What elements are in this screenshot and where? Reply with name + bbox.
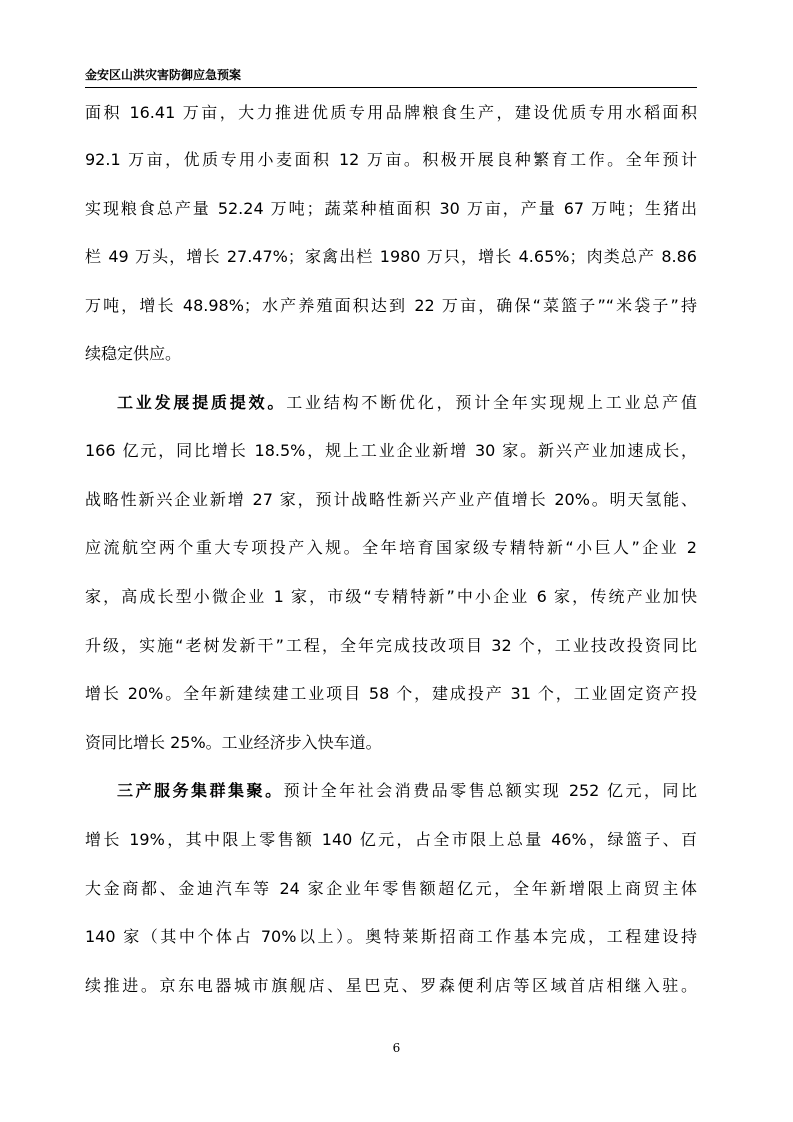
paragraph-heading: 三产服务集群集聚。 bbox=[117, 781, 284, 800]
paragraph-heading: 工业发展提质提效。 bbox=[117, 393, 287, 412]
text-line: 140 家（其中个体占 70%以上）。奥特莱斯招商工作基本完成，工程建设持 bbox=[85, 927, 697, 946]
text-line: 续推进。京东电器城市旗舰店、星巴克、罗森便利店等区域首店相继入驻。 bbox=[85, 976, 697, 995]
text-line: 战略性新兴企业新增 27 家，预计战略性新兴产业产值增长 20%。明天氢能、 bbox=[85, 490, 697, 509]
text-line: 续稳定供应。 bbox=[85, 344, 182, 363]
text-line: 实现粮食总产量 52.24 万吨；蔬菜种植面积 30 万亩，产量 67 万吨；生猪出 bbox=[85, 199, 697, 218]
text-line: 应流航空两个重大专项投产入规。全年培育国家级专精特新“小巨人”企业 2 bbox=[85, 538, 697, 557]
text-line bbox=[117, 781, 697, 801]
text-line: 面积 16.41 万亩，大力推进优质专用品牌粮食生产，建设优质专用水稻面积 bbox=[85, 103, 697, 122]
text-line: 大金商都、金迪汽车等 24 家企业年零售额超亿元，全年新增限上商贸主体 bbox=[85, 879, 697, 898]
text-line: 家，高成长型小微企业 1 家，市级“专精特新”中小企业 6 家，传统产业加快 bbox=[85, 587, 697, 606]
text-line: 增长 19%，其中限上零售额 140 亿元，占全市限上总量 46%，绿篮子、百 bbox=[85, 830, 697, 849]
text-run: 工业结构不断优化，预计全年实现规上工业总产值 bbox=[286, 393, 697, 412]
header-divider bbox=[85, 87, 697, 88]
text-line: 升级，实施“老树发新干”工程，全年完成技改项目 32 个，工业技改投资同比 bbox=[85, 636, 697, 655]
text-run: 预计全年社会消费品零售总额实现 252 亿元，同比 bbox=[283, 781, 697, 800]
text-line: 92.1 万亩，优质专用小麦面积 12 万亩。积极开展良种繁育工作。全年预计 bbox=[85, 150, 697, 169]
text-line: 166 亿元，同比增长 18.5%，规上工业企业新增 30 家。新兴产业加速成长， bbox=[85, 441, 697, 460]
document-title: 金安区山洪灾害防御应急预案 bbox=[85, 68, 242, 82]
text-line: 万吨，增长 48.98%；水产养殖面积达到 22 万亩，确保“菜篮子”“米袋子”持 bbox=[85, 296, 697, 315]
text-line: 资同比增长 25%。工业经济步入快车道。 bbox=[85, 733, 382, 752]
page-number: 6 bbox=[392, 1041, 401, 1055]
text-line: 栏 49 万头，增长 27.47%；家禽出栏 1980 万只，增长 4.65%；肉类总产 8.86 bbox=[85, 247, 697, 266]
text-line: 增长 20%。全年新建续建工业项目 58 个，建成投产 31 个，工业固定资产投 bbox=[85, 684, 697, 703]
text-line bbox=[117, 393, 697, 413]
